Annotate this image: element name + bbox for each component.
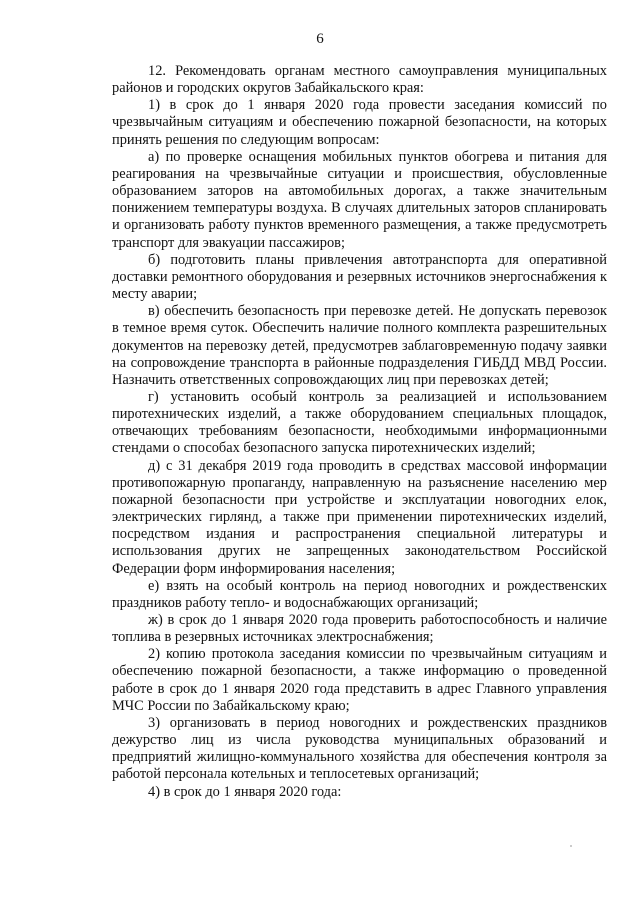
paragraph-subitem-a: а) по проверке оснащения мобильных пунктов обогрева и питания для реагирования на чрезвычайные ситуации и происшествия, обусловленные образованием заторов на автомобильных дорогах, а также значительным понижением температуры воздуха. В случаях длительных заторов спланировать и организовать работу пунктов временного размещения, а также предусмотреть транспорт для эвакуации пассажиров;: [112, 148, 607, 251]
paragraph-item-12: 12. Рекомендовать органам местного самоуправления муниципальных районов и городских округов Забайкальского края:: [112, 63, 607, 97]
paragraph-subitem-1: 1) в срок до 1 января 2020 года провести заседания комиссий по чрезвычайным ситуациям и обеспечению пожарной безопасности, на которых принять решения по следующим вопросам:: [112, 97, 607, 148]
paragraph-subitem-3: 3) организовать в период новогодних и рождественских праздников дежурство лиц из числа руководства муниципальных образований и предприятий жилищно-коммунального хозяйства для обеспечения контроля за работой персонала котельных и теплосетевых организаций;: [112, 714, 607, 783]
paragraph-subitem-e: е) взять на особый контроль на период новогодних и рождественских праздников работу тепло- и водоснабжающих организаций;: [112, 577, 607, 611]
page-number: 6: [316, 31, 324, 47]
paragraph-subitem-4: 4) в срок до 1 января 2020 года:: [148, 783, 342, 800]
paragraph-subitem-b: б) подготовить планы привлечения автотранспорта для оперативной доставки ремонтного оборудования и резервных источников энергоснабжения к месту аварии;: [112, 251, 607, 303]
paragraph-subitem-g: г) установить особый контроль за реализацией и использованием пиротехнических изделий, а также оборудованием специальных площадок, отвечающих требованиям безопасности, необходимыми информационными стендами о способах безопасного запуска пиротехнических изделий;: [112, 388, 607, 457]
paragraph-subitem-2: 2) копию протокола заседания комиссии по чрезвычайным ситуациям и обеспечению пожарной безопасности, а также информацию о проведенной работе в срок до 1 января 2020 года представить в адрес Главного управления МЧС России по Забайкальскому краю;: [112, 646, 607, 714]
paragraph-subitem-v: в) обеспечить безопасность при перевозке детей. Не допускать перевозок в темное время суток. Обеспечить наличие полного комплекта разрешительных документов на перевозку детей, предусмотрев заблаговременную подачу заявки на сопровождение транспорта в районные подразделения ГИБДД МВД России. Назначить ответственных сопровождающих лиц при перевозках детей;: [112, 303, 607, 388]
paragraph-subitem-d: д) с 31 декабря 2019 года проводить в средствах массовой информации противопожарную пропаганду, направленную на разъяснение населению мер пожарной безопасности при устройстве и эксплуатации новогодних елок, электрических гирлянд, а также при применении пиротехнических изделий, посредством издания и распространения специальной литературы и использования других не запрещенных законодательством Российской Федерации форм информирования населения;: [112, 457, 607, 577]
scan-speck: [570, 845, 572, 847]
document-body: [112, 63, 607, 801]
paragraph-subitem-zh: ж) в срок до 1 января 2020 года проверить работоспособность и наличие топлива в резервных источниках электроснабжения;: [112, 612, 607, 646]
